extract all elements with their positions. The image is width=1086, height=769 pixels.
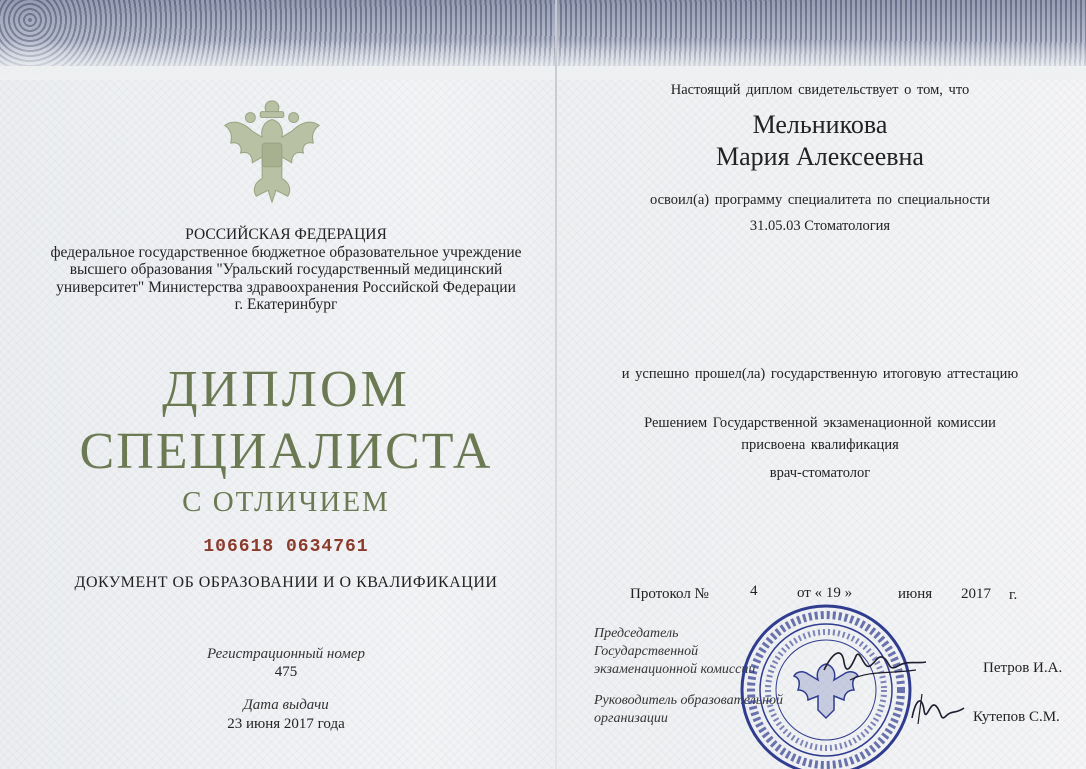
protocol-year: 2017 (961, 586, 991, 602)
head-line: Руководитель образовательной (594, 693, 784, 708)
commission-decision: Решением Государственной экзаменационной комиссии (644, 415, 996, 431)
org-line: университет" Министерства здравоохранения Российской Федерации (56, 278, 516, 296)
graduate-surname: Мельникова (752, 110, 888, 139)
protocol-year-suffix: г. (1009, 587, 1018, 603)
registration-label: Регистрационный номер (206, 646, 365, 662)
double-headed-eagle-icon (213, 92, 331, 210)
band-fade (0, 40, 1086, 80)
chair-line: Государственной (594, 644, 699, 659)
issuing-organization (30, 226, 542, 314)
chair-name: Петров И.А. (983, 660, 1063, 676)
chair-line: экзаменационной комиссии (594, 662, 756, 677)
issue-date-label: Дата выдачи (243, 697, 329, 713)
protocol-month: июня (898, 586, 933, 602)
program-text: освоил(а) программу специалитета по специальности (649, 192, 991, 208)
qualification: врач-стоматолог (769, 465, 871, 481)
title-with-honors: С ОТЛИЧИЕМ (182, 486, 390, 518)
org-line: федеральное государственное бюджетное образовательное учреждение (50, 243, 522, 261)
specialty: 31.05.03 Стоматология (749, 218, 891, 234)
protocol-label: Протокол № (630, 586, 709, 602)
head-signature (908, 690, 970, 730)
chair-signature (820, 640, 930, 685)
chair-line: Председатель (594, 626, 679, 641)
protocol-number: 4 (750, 583, 758, 599)
head-name: Кутепов С.М. (973, 709, 1060, 725)
certify-text: Настоящий диплом свидетельствует о том, что (670, 82, 970, 98)
issue-date: 23 июня 2017 года (227, 716, 345, 732)
page-fold (555, 0, 557, 769)
title-specialist: СПЕЦИАЛИСТА (79, 423, 493, 480)
org-line: г. Екатеринбург (234, 296, 338, 313)
qualification-assigned: присвоена квалификация (741, 437, 899, 453)
registration-number: 475 (274, 664, 298, 680)
title-diploma: ДИПЛОМ (162, 361, 410, 418)
org-line: высшего образования "Уральский государственный медицинский (69, 261, 503, 278)
official-seal-icon (738, 602, 914, 769)
serial-number: 106618 0634761 (203, 537, 369, 557)
protocol-day: от « 19 » (797, 585, 853, 601)
head-line: организации (594, 711, 668, 726)
org-line: РОССИЙСКАЯ ФЕДЕРАЦИЯ (185, 226, 387, 243)
graduate-given-names: Мария Алексеевна (716, 142, 924, 171)
document-type: ДОКУМЕНТ ОБ ОБРАЗОВАНИИ И О КВАЛИФИКАЦИИ (74, 574, 498, 591)
attestation-text: и успешно прошел(ла) государственную итоговую аттестацию (621, 366, 1019, 382)
chair-title (594, 625, 755, 679)
